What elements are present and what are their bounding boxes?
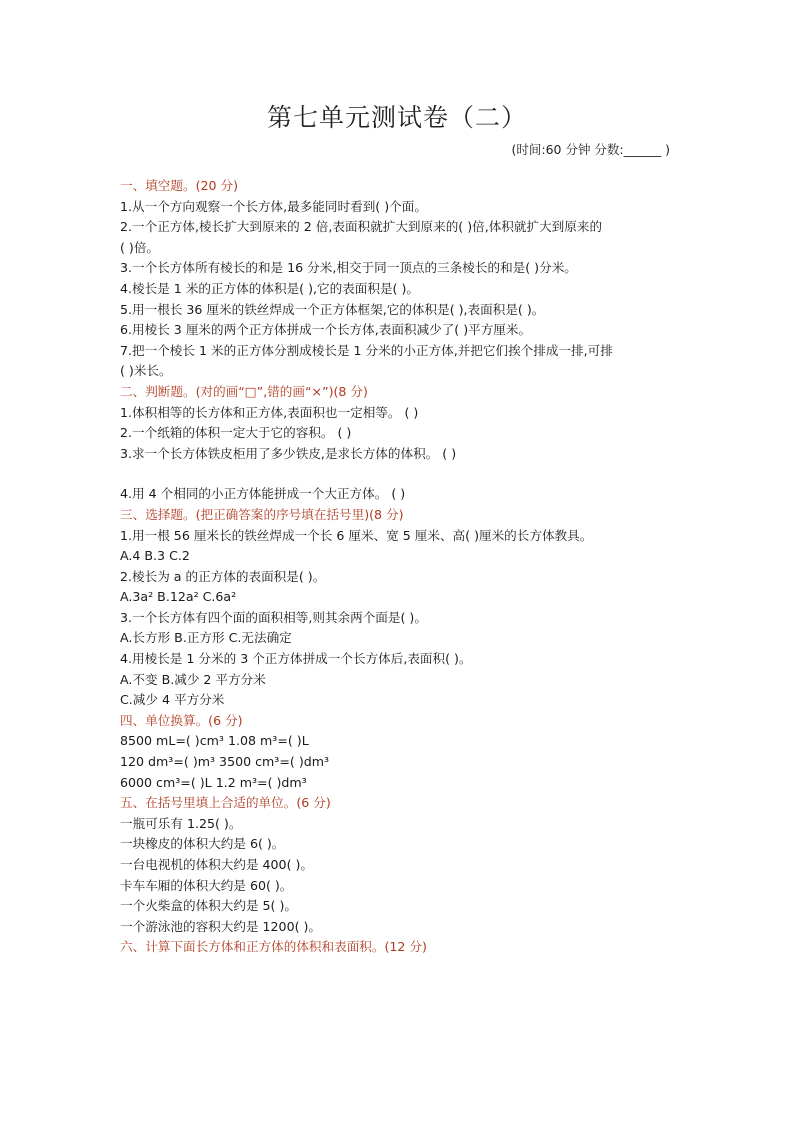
question-line: ( )倍。 xyxy=(120,239,160,255)
question-line: 1.从一个方向观察一个长方体,最多能同时看到( )个面。 xyxy=(120,198,427,214)
question-line: 2.一个正方体,棱长扩大到原来的 2 倍,表面积就扩大到原来的( )倍,体积就扩大到原来的 xyxy=(120,219,603,235)
question-line: 卡车车厢的体积大约是 60( )。 xyxy=(120,877,293,893)
section-heading: 三、选择题。(把正确答案的序号填在括号里)(8 分) xyxy=(120,506,404,522)
section-heading: 一、填空题。(20 分) xyxy=(120,178,239,193)
exam-content xyxy=(120,176,680,958)
question-line: 6.用棱长 3 厘米的两个正方体拼成一个长方体,表面积减少了( )平方厘米。 xyxy=(120,322,532,338)
question-line: 120 dm³=( )m³ 3500 cm³=( )dm³ xyxy=(120,754,330,770)
question-line: 4.用棱长是 1 分米的 3 个正方体拼成一个长方体后,表面积( )。 xyxy=(120,651,472,667)
question-line: A.3a² B.12a² C.6a² xyxy=(120,589,237,605)
section-heading: 五、在括号里填上合适的单位。(6 分) xyxy=(120,795,331,811)
section-heading: 四、单位换算。(6 分) xyxy=(120,712,243,728)
question-line: 2.棱长为 a 的正方体的表面积是( )。 xyxy=(120,568,326,584)
time-score-info: (时间:60 分钟 分数:______ ) xyxy=(511,142,670,157)
question-line: A.4 B.3 C.2 xyxy=(120,548,190,564)
question-line: 2.一个纸箱的体积一定大于它的容积。 ( ) xyxy=(120,425,352,441)
question-line: A.长方形 B.正方形 C.无法确定 xyxy=(120,630,292,646)
question-line: 6000 cm³=( )L 1.2 m³=( )dm³ xyxy=(120,774,307,790)
question-line: 3.一个长方体所有棱长的和是 16 分米,相交于同一顶点的三条棱长的和是( )分米。 xyxy=(120,260,577,276)
question-line: 4.棱长是 1 米的正方体的体积是( ),它的表面积是( )。 xyxy=(120,280,419,296)
question-line: 一个火柴盒的体积大约是 5( )。 xyxy=(120,898,297,914)
question-line: 一个游泳池的容积大约是 1200( )。 xyxy=(120,918,322,934)
section-heading: 二、判断题。(对的画“□”,错的画“×”)(8 分) xyxy=(120,383,368,399)
section-heading: 六、计算下面长方体和正方体的体积和表面积。(12 分) xyxy=(120,939,427,955)
question-line: 1.用一根 56 厘米长的铁丝焊成一个长 6 厘米、宽 5 厘米、高( )厘米的长方体教具。 xyxy=(120,527,593,543)
question-line: 3.求一个长方体铁皮柜用了多少铁皮,是求长方体的体积。 ( ) xyxy=(120,445,457,461)
question-line: 5.用一根长 36 厘米的铁丝焊成一个正方体框架,它的体积是( ),表面积是( )。 xyxy=(120,301,545,317)
question-line: 1.体积相等的长方体和正方体,表面积也一定相等。 ( ) xyxy=(120,404,419,420)
question-line: 一瓶可乐有 1.25( )。 xyxy=(120,815,242,831)
question-line: 8500 mL=( )cm³ 1.08 m³=( )L xyxy=(120,733,309,749)
question-line: A.不变 B.减少 2 平方分米 xyxy=(120,671,266,687)
question-line: C.减少 4 平方分米 xyxy=(120,692,225,708)
spacer xyxy=(120,464,680,484)
question-line: 一块橡皮的体积大约是 6( )。 xyxy=(120,836,285,852)
question-line: ( )米长。 xyxy=(120,363,172,379)
question-line: 一台电视机的体积大约是 400( )。 xyxy=(120,857,313,872)
question-line: 3.一个长方体有四个面的面积相等,则其余两个面是( )。 xyxy=(120,609,427,625)
question-line: 4.用 4 个相同的小正方体能拼成一个大正方体。 ( ) xyxy=(120,486,406,502)
question-line: 7.把一个棱长 1 米的正方体分割成棱长是 1 分米的小正方体,并把它们挨个排成一排,可排 xyxy=(120,342,613,358)
page-title: 第七单元测试卷（二） xyxy=(266,103,527,132)
